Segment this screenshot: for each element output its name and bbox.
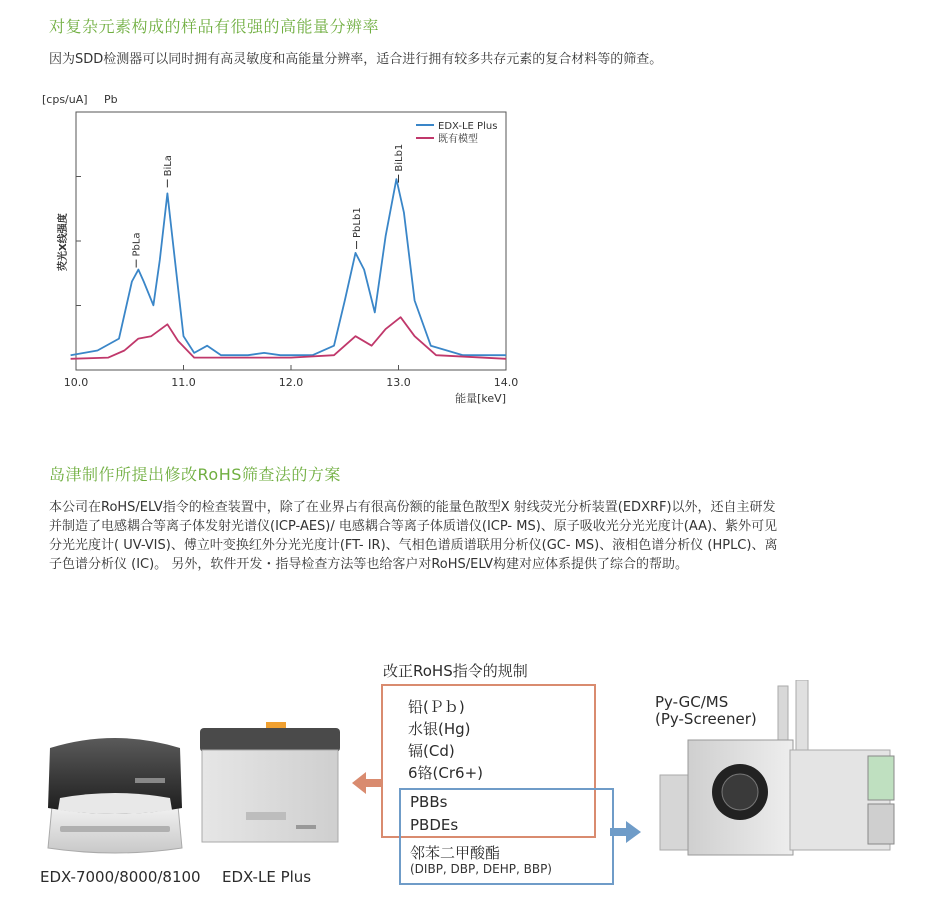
- phthalate-title: 邻苯二甲酸酯: [410, 844, 501, 862]
- section1-text: 因为SDD检测器可以同时拥有高灵敏度和高能量分辨率，适合进行拥有较多共存元素的复合材料等的筛查。: [49, 52, 663, 67]
- paragraph-line: 分光光度计( UV-VIS)、傅立叶变换红外分光光度计(FT- IR)、气相色谱质谱联用分析仪(GC- MS)、液相色谱分析仪 (HPLC)、离: [49, 538, 778, 553]
- substance-item: 水银(Hg): [408, 720, 471, 738]
- substance-item: 镉(Cd): [408, 742, 455, 760]
- edx-7000-caption: EDX-7000/8000/8100: [40, 868, 201, 886]
- y-unit-label: [cps/uA]: [42, 93, 88, 106]
- brominated-list: [410, 791, 458, 837]
- x-tick-label: 13.0: [386, 376, 411, 389]
- edx-le-plus-instrument-image: [196, 720, 346, 850]
- peak-label: PbLb1: [352, 207, 364, 238]
- rohs-substance-list: [408, 696, 483, 784]
- substance-item: PBDEs: [410, 816, 459, 834]
- peak-label: BiLb1: [394, 143, 405, 172]
- substance-item: 6铬(Cr6+): [408, 764, 484, 782]
- legend-entry: 既有模型: [438, 134, 478, 145]
- left-arrow-icon: [350, 770, 384, 796]
- rohs-title: 改正RoHS指令的规制: [383, 662, 528, 680]
- right-arrow-icon: [610, 820, 642, 844]
- peak-label: PbLa: [131, 232, 143, 257]
- x-tick-label: 11.0: [171, 376, 196, 389]
- spectrum-chart: [40, 88, 520, 418]
- legend-entry: EDX-LE Plus: [438, 121, 498, 132]
- substance-item: 铅(Ｐｂ): [408, 698, 465, 716]
- paragraph-line: 子色谱分析仪 (IC)。 另外，软件开发・指导检查方法等也给客户对RoHS/ELV构建对应体系提供了综合的帮助。: [49, 557, 689, 572]
- x-tick-label: 12.0: [278, 376, 304, 389]
- edx-le-plus-caption: EDX-LE Plus: [222, 868, 312, 886]
- element-label: Pb: [104, 93, 118, 106]
- x-axis-label: 能量[keV]: [455, 392, 506, 405]
- spectrum-chart-svg: [40, 88, 520, 418]
- section1-heading: 对复杂元素构成的样品有很强的高能量分辨率: [49, 17, 380, 36]
- section2-heading: 岛津制作所提出修改RoHS筛查法的方案: [49, 465, 341, 484]
- paragraph-line: 本公司在RoHS/ELV指令的检查装置中，除了在业界占有很高份额的能量色散型X 射线荧光分析装置(EDXRF)以外，还自主研发: [49, 500, 776, 515]
- paragraph-line: 并制造了电感耦合等离子体发射光谱仪(ICP-AES)/ 电感耦合等离子体质谱仪(ICP- MS)、原子吸收光分光光度计(AA)、紫外可见: [49, 519, 778, 534]
- py-gc-ms-label: [655, 694, 757, 728]
- peak-label: BiLa: [162, 155, 174, 177]
- series-line-1: [71, 317, 506, 359]
- py-gc-ms-name: Py-GC/MS: [655, 693, 729, 711]
- edx-7000-instrument-image: [40, 728, 190, 858]
- py-screener-name: (Py-Screener): [655, 710, 757, 728]
- y-axis-label: 荧光X线强度: [58, 213, 69, 271]
- substance-item: PBBs: [410, 793, 448, 811]
- phthalate-list: (DIBP, DBP, DEHP, BBP): [410, 862, 552, 876]
- section2-paragraph: [49, 498, 909, 574]
- x-tick-label: 14.0: [493, 376, 519, 389]
- x-tick-label: 10.0: [63, 376, 89, 389]
